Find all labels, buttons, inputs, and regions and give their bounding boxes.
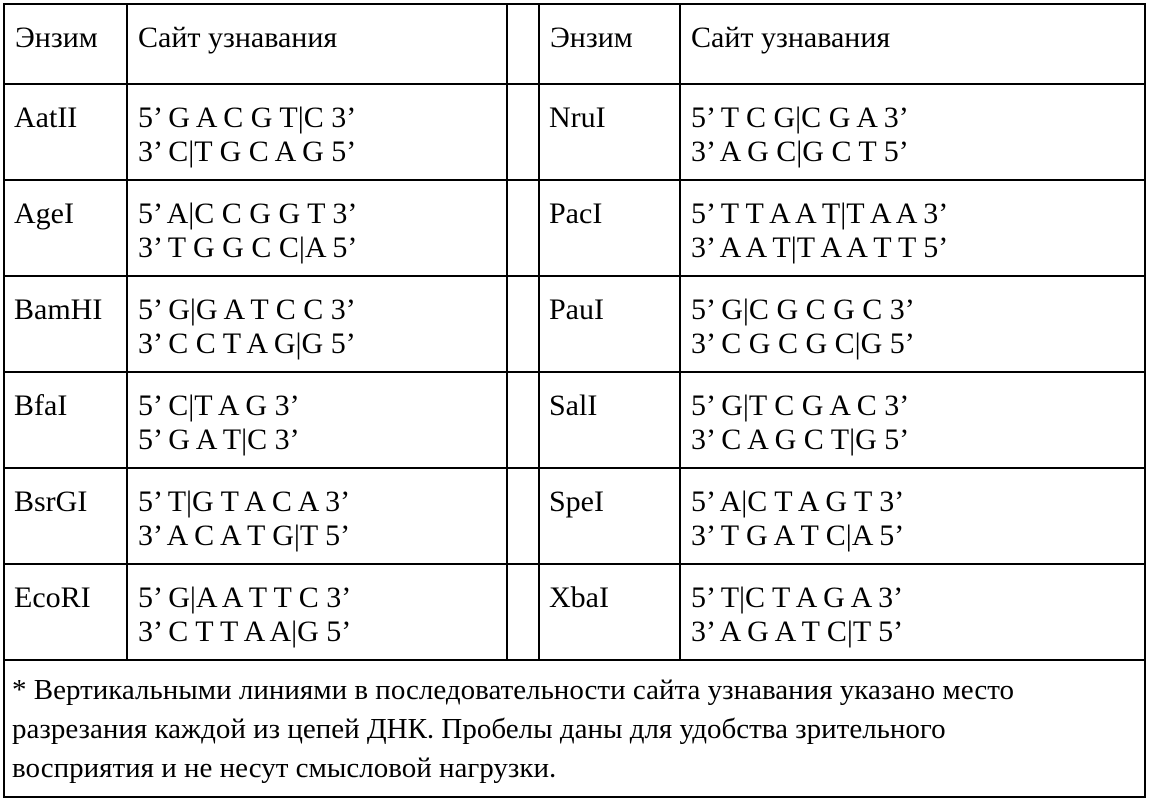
strand-top: 5’ G|T C G A C 3’ [691,389,910,422]
enzyme-name: PacI [549,197,603,230]
enzyme-table [5,5,1144,661]
enzyme-name: PauI [549,293,604,326]
strand-top: 5’ A|C C G G T 3’ [138,197,358,230]
recognition-site [128,565,506,649]
enzyme-header-right: Энзим [550,21,633,54]
enzyme-name: AatII [14,101,78,134]
strand-bottom: 3’ C|T G C A G 5’ [138,135,357,168]
strand-bottom: 3’ A G A T C|T 5’ [691,615,904,648]
table-row [5,372,1144,468]
recognition-site [128,181,506,265]
gap-column [507,276,539,372]
enzyme-name: XbaI [549,581,609,614]
table-row [5,84,1144,180]
recognition-site [681,373,1144,457]
strand-top: 5’ G|C G C G C 3’ [691,293,915,326]
strand-bottom: 3’ A G C|G C T 5’ [691,135,909,168]
strand-top: 5’ A|C T A G T 3’ [691,485,905,518]
site-header-right: Сайт узнавания [691,21,891,54]
strand-bottom: 3’ A C A T G|T 5’ [138,519,351,552]
strand-top: 5’ T T A A T|T A A 3’ [691,197,949,230]
recognition-site [681,565,1144,649]
recognition-site [681,469,1144,553]
strand-bottom: 3’ C G C G C|G 5’ [691,327,915,360]
strand-bottom: 5’ G A T|C 3’ [138,423,300,456]
strand-bottom: 3’ T G A T C|A 5’ [691,519,905,552]
enzyme-name: BamHI [14,293,103,326]
strand-bottom: 3’ A A T|T A A T T 5’ [691,231,949,264]
site-header-left: Сайт узнавания [138,21,338,54]
strand-bottom: 3’ C T T A A|G 5’ [138,615,352,648]
strand-bottom: 3’ C A G C T|G 5’ [691,423,910,456]
enzyme-name: NruI [549,101,606,134]
enzyme-name: EcoRI [14,581,91,614]
enzyme-name: SalI [549,389,598,422]
recognition-site [681,85,1144,169]
strand-top: 5’ T|C T A G A 3’ [691,581,904,614]
recognition-site [128,373,506,457]
table-row [5,180,1144,276]
strand-top: 5’ C|T A G 3’ [138,389,300,422]
enzyme-name: BfaI [14,389,68,422]
strand-bottom: 3’ T G G C C|A 5’ [138,231,358,264]
gap-column [507,180,539,276]
recognition-site [681,181,1144,265]
table-row [5,276,1144,372]
strand-top: 5’ T C G|C G A 3’ [691,101,909,134]
strand-top: 5’ G|G A T C C 3’ [138,293,356,326]
strand-top: 5’ G|A A T T C 3’ [138,581,352,614]
recognition-site [128,469,506,553]
gap-column [507,564,539,660]
enzyme-name: AgeI [14,197,74,230]
footnote-line: разрезания каждой из цепей ДНК. Пробелы даны для удобства зрительного [12,713,946,745]
header-row [5,5,1144,84]
enzyme-header-left: Энзим [15,21,98,54]
recognition-site [128,277,506,361]
enzyme-name: SpeI [549,485,604,518]
strand-top: 5’ G A C G T|C 3’ [138,101,357,134]
gap-column [507,5,539,84]
recognition-site [128,85,506,169]
gap-column [507,468,539,564]
enzyme-name: BsrGI [14,485,88,518]
footnote-line: восприятия и не несут смысловой нагрузки. [12,752,557,784]
footnote-line: * Вертикальными линиями в последовательности сайта узнавания указано место [12,674,1015,706]
table-row [5,564,1144,660]
strand-bottom: 3’ C C T A G|G 5’ [138,327,356,360]
recognition-site [681,277,1144,361]
table-row [5,468,1144,564]
footnote [12,671,1137,788]
gap-column [507,84,539,180]
gap-column [507,372,539,468]
strand-top: 5’ T|G T A C A 3’ [138,485,351,518]
